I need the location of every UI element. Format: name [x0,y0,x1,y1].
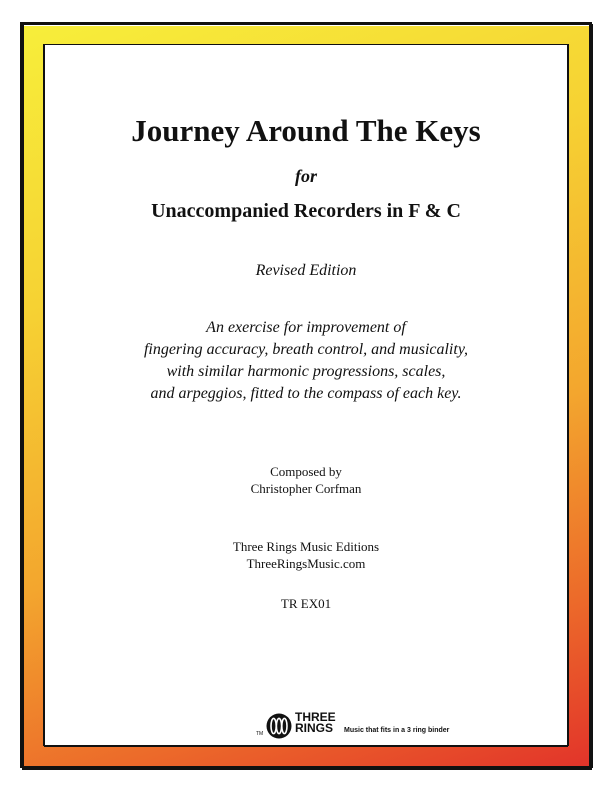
description-line: fingering accuracy, breath control, and musicality, [143,341,469,358]
catalog-number: TR EX01 [280,596,332,611]
publisher-block [0,538,612,572]
three-rings-icon [266,713,292,739]
publisher-name: Three Rings Music Editions [232,539,380,554]
for-label: for [295,166,317,186]
description-line: and arpeggios, fitted to the compass of each key. [150,385,462,402]
composer-block [0,463,612,497]
composer-name: Christopher Corfman [250,481,362,496]
composed-by-label: Composed by [270,464,342,479]
inner-edge-bottom [44,745,568,747]
logo-wordmark [295,712,336,734]
three-rings-logo [256,711,486,741]
page-title: Journey Around The Keys [131,113,481,148]
logo-word-three: THREE [295,710,336,724]
description-line: with similar harmonic progressions, scales, [166,363,446,380]
inner-edge-top [44,44,568,45]
trademark-mark: TM [256,731,264,737]
edition-label: Revised Edition [255,262,357,279]
page-subtitle: Unaccompanied Recorders in F & C [151,200,461,222]
logo-tagline: Music that fits in a 3 ring binder [344,727,450,734]
logo-word-rings: RINGS [295,721,334,735]
border-edge-bottom [22,766,592,770]
border-edge-top [20,22,592,25]
publisher-website: ThreeRingsMusic.com [246,556,366,571]
description-block [0,317,612,405]
description-line: An exercise for improvement of [206,319,406,336]
